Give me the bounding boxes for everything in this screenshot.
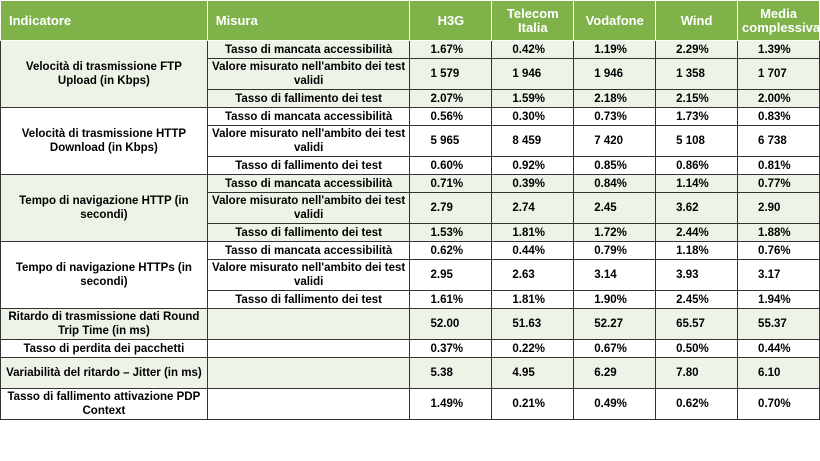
table-row — [1, 108, 820, 126]
header-indicatore: Indicatore — [1, 1, 208, 41]
misura-cell: Tasso di fallimento dei test — [207, 224, 410, 242]
value-wind: 2.15% — [656, 90, 738, 108]
value-wind: 0.86% — [656, 157, 738, 175]
table-row — [1, 175, 820, 193]
value-telecom: 1.81% — [492, 291, 574, 309]
value-h3g: 0.60% — [410, 157, 492, 175]
table-row — [1, 358, 820, 389]
value-media: 0.70% — [738, 389, 820, 420]
value-telecom: 0.21% — [492, 389, 574, 420]
value-media: 0.44% — [738, 340, 820, 358]
value-h3g: 0.62% — [410, 242, 492, 260]
value-media: 6.10 — [738, 358, 820, 389]
indicator-cell: Velocità di trasmissione FTP Upload (in Kbps) — [1, 41, 208, 108]
misura-cell — [207, 389, 410, 420]
value-h3g: 2.79 — [410, 193, 492, 224]
value-wind: 1.14% — [656, 175, 738, 193]
header-wind: Wind — [656, 1, 738, 41]
value-h3g: 5 965 — [410, 126, 492, 157]
value-vodafone: 1 946 — [574, 59, 656, 90]
value-telecom: 1.81% — [492, 224, 574, 242]
value-wind: 3.93 — [656, 260, 738, 291]
value-wind: 7.80 — [656, 358, 738, 389]
misura-cell — [207, 309, 410, 340]
header-telecom: Telecom Italia — [492, 1, 574, 41]
indicator-cell: Velocità di trasmissione HTTP Download (in Kbps) — [1, 108, 208, 175]
value-vodafone: 0.79% — [574, 242, 656, 260]
value-telecom: 0.44% — [492, 242, 574, 260]
value-h3g: 0.71% — [410, 175, 492, 193]
header-misura: Misura — [207, 1, 410, 41]
value-h3g: 52.00 — [410, 309, 492, 340]
value-media: 1.88% — [738, 224, 820, 242]
value-wind: 2.29% — [656, 41, 738, 59]
value-media: 2.00% — [738, 90, 820, 108]
value-h3g: 1.53% — [410, 224, 492, 242]
value-telecom: 2.74 — [492, 193, 574, 224]
misura-cell: Tasso di fallimento dei test — [207, 90, 410, 108]
value-h3g: 1 579 — [410, 59, 492, 90]
table-row — [1, 242, 820, 260]
value-wind: 2.45% — [656, 291, 738, 309]
value-h3g: 0.37% — [410, 340, 492, 358]
value-media: 1.39% — [738, 41, 820, 59]
value-vodafone: 3.14 — [574, 260, 656, 291]
table-row — [1, 389, 820, 420]
indicator-cell: Tempo di navigazione HTTP (in secondi) — [1, 175, 208, 242]
value-telecom: 1 946 — [492, 59, 574, 90]
value-wind: 0.50% — [656, 340, 738, 358]
value-wind: 1.18% — [656, 242, 738, 260]
value-vodafone: 7 420 — [574, 126, 656, 157]
table-row — [1, 309, 820, 340]
value-media: 3.17 — [738, 260, 820, 291]
value-media: 6 738 — [738, 126, 820, 157]
indicator-cell: Tempo di navigazione HTTPs (in secondi) — [1, 242, 208, 309]
value-telecom: 0.39% — [492, 175, 574, 193]
value-telecom: 2.63 — [492, 260, 574, 291]
misura-cell: Valore misurato nell'ambito dei test validi — [207, 193, 410, 224]
value-h3g: 2.07% — [410, 90, 492, 108]
value-vodafone: 0.85% — [574, 157, 656, 175]
value-vodafone: 2.18% — [574, 90, 656, 108]
value-h3g: 2.95 — [410, 260, 492, 291]
value-vodafone: 0.73% — [574, 108, 656, 126]
value-wind: 5 108 — [656, 126, 738, 157]
value-media: 0.81% — [738, 157, 820, 175]
table-row — [1, 41, 820, 59]
header-h3g: H3G — [410, 1, 492, 41]
misura-cell: Tasso di mancata accessibilità — [207, 175, 410, 193]
value-vodafone: 1.19% — [574, 41, 656, 59]
header-row — [1, 1, 820, 41]
value-telecom: 8 459 — [492, 126, 574, 157]
value-telecom: 1.59% — [492, 90, 574, 108]
value-vodafone: 1.72% — [574, 224, 656, 242]
value-h3g: 1.49% — [410, 389, 492, 420]
indicator-cell: Variabilità del ritardo – Jitter (in ms) — [1, 358, 208, 389]
value-telecom: 0.30% — [492, 108, 574, 126]
value-media: 1.94% — [738, 291, 820, 309]
misura-cell: Tasso di fallimento dei test — [207, 291, 410, 309]
misura-cell: Valore misurato nell'ambito dei test validi — [207, 59, 410, 90]
value-telecom: 4.95 — [492, 358, 574, 389]
value-vodafone: 52.27 — [574, 309, 656, 340]
value-h3g: 0.56% — [410, 108, 492, 126]
misura-cell: Tasso di mancata accessibilità — [207, 108, 410, 126]
value-telecom: 0.22% — [492, 340, 574, 358]
value-wind: 0.62% — [656, 389, 738, 420]
value-media: 1 707 — [738, 59, 820, 90]
value-media: 2.90 — [738, 193, 820, 224]
value-h3g: 5.38 — [410, 358, 492, 389]
value-wind: 3.62 — [656, 193, 738, 224]
value-telecom: 0.92% — [492, 157, 574, 175]
value-h3g: 1.61% — [410, 291, 492, 309]
indicator-cell: Ritardo di trasmissione dati Round Trip Time (in ms) — [1, 309, 208, 340]
header-media: Media complessiva — [738, 1, 820, 41]
indicator-cell: Tasso di perdita dei pacchetti — [1, 340, 208, 358]
misura-cell: Tasso di fallimento dei test — [207, 157, 410, 175]
value-wind: 1.73% — [656, 108, 738, 126]
value-media: 55.37 — [738, 309, 820, 340]
value-media: 0.83% — [738, 108, 820, 126]
misura-cell: Valore misurato nell'ambito dei test validi — [207, 126, 410, 157]
value-telecom: 51.63 — [492, 309, 574, 340]
value-vodafone: 0.67% — [574, 340, 656, 358]
misura-cell: Valore misurato nell'ambito dei test validi — [207, 260, 410, 291]
value-vodafone: 0.49% — [574, 389, 656, 420]
value-wind: 1 358 — [656, 59, 738, 90]
misura-cell: Tasso di mancata accessibilità — [207, 41, 410, 59]
value-media: 0.76% — [738, 242, 820, 260]
value-vodafone: 0.84% — [574, 175, 656, 193]
value-wind: 2.44% — [656, 224, 738, 242]
misura-cell: Tasso di mancata accessibilità — [207, 242, 410, 260]
value-media: 0.77% — [738, 175, 820, 193]
misura-cell — [207, 340, 410, 358]
indicator-cell: Tasso di fallimento attivazione PDP Context — [1, 389, 208, 420]
header-vodafone: Vodafone — [574, 1, 656, 41]
value-vodafone: 1.90% — [574, 291, 656, 309]
value-telecom: 0.42% — [492, 41, 574, 59]
value-wind: 65.57 — [656, 309, 738, 340]
value-vodafone: 2.45 — [574, 193, 656, 224]
table-row — [1, 340, 820, 358]
value-vodafone: 6.29 — [574, 358, 656, 389]
misura-cell — [207, 358, 410, 389]
value-h3g: 1.67% — [410, 41, 492, 59]
